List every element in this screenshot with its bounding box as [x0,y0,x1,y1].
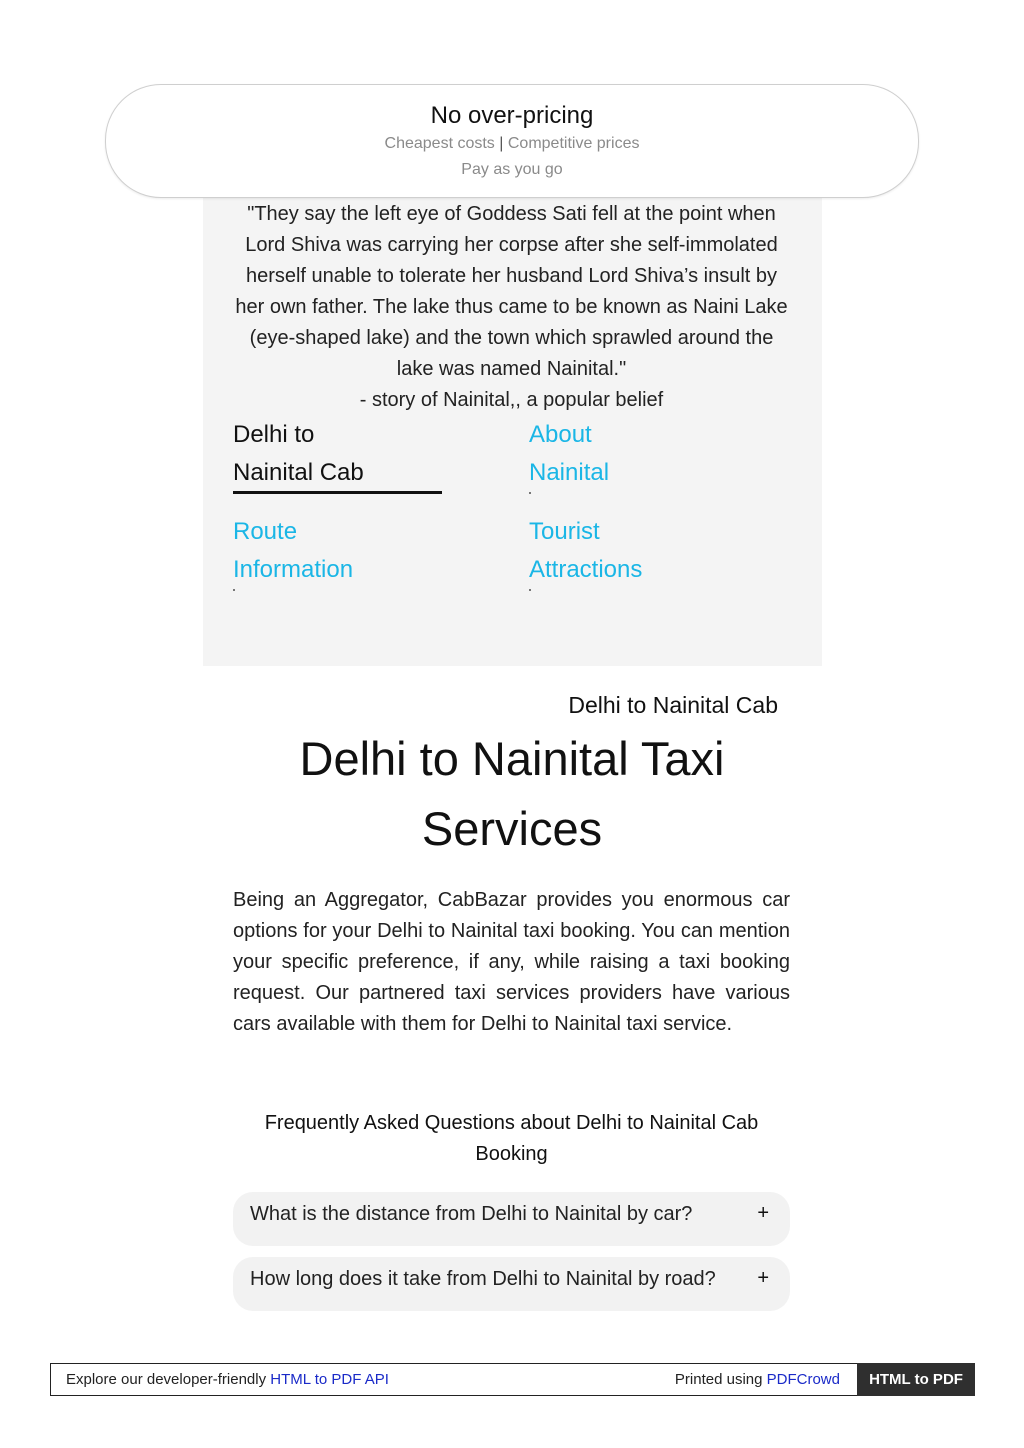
banner-title: No over-pricing [430,102,594,129]
banner-line-2: Pay as you go [461,161,563,178]
pricing-banner [105,84,919,198]
quote-attribution: - story of Nainital,, a popular belief [359,389,664,411]
page-title-line-1: Delhi to Nainital Taxi [299,732,725,785]
faq-heading-line-2: Booking [475,1143,548,1165]
nainital-story-quote [233,199,790,416]
faq-question: How long does it take from Delhi to Nainital by road? [250,1268,716,1290]
banner-separator: | [499,135,504,152]
banner-line-1 [106,131,918,157]
banner-cheapest-costs: Cheapest costs [384,135,495,152]
faq-item-travel-time[interactable] [233,1257,790,1311]
page-title-line-2: Services [421,802,603,855]
tab-label-line-1: About [529,421,592,448]
active-tab-underline [233,491,442,494]
tab-label-line-2: Information [233,556,354,583]
footer-explore-text: Explore our developer-friendly [66,1371,271,1388]
footer-printed-text: Printed using [674,1371,767,1388]
html-to-pdf-api-link[interactable]: HTML to PDF API [270,1371,389,1388]
tab-label-line-1: Delhi to [233,421,315,448]
tab-tourist-attractions[interactable] [529,513,759,589]
tab-label-line-2: Nainital Cab [233,459,364,486]
expand-plus-icon[interactable]: + [757,1267,769,1289]
footer-right [675,1364,840,1395]
tab-label-line-1: Tourist [529,518,600,545]
expand-plus-icon[interactable]: + [757,1202,769,1224]
faq-heading-line-1: Frequently Asked Questions about Delhi to Nainital Cab [264,1112,759,1134]
tab-label-line-1: Route [233,518,298,545]
faq-question: What is the distance from Delhi to Nainital by car? [250,1203,693,1225]
faq-item-distance[interactable] [233,1192,790,1246]
tab-label-line-2: Nainital [529,459,610,486]
banner-competitive-prices: Competitive prices [507,135,640,152]
faq-heading [233,1108,790,1170]
description-paragraph: Being an Aggregator, CabBazar provides you enormous car options for your Delhi to Nainital taxi booking. You can mention your specific preference, if any, while raising a taxi booking request. Our partnered taxi services providers have various cars available with them for Delhi to Nainital taxi service. [233,889,790,1035]
footer-left [66,1364,389,1395]
page-title [260,724,764,864]
tab-marker [529,589,531,591]
tab-route-information[interactable] [233,513,463,589]
tab-marker [233,589,235,591]
tab-delhi-to-nainital-cab[interactable] [233,416,463,492]
tab-about-nainital[interactable] [529,416,759,492]
section-subheading: Delhi to Nainital Cab [568,692,778,718]
quote-text: "They say the left eye of Goddess Sati fell at the point when Lord Shiva was carrying her corpse after she self-immolated herself unable to tolerate her husband Lord Shiva’s insult by her own father. The lake thus came to be known as Naini Lake (eye-shaped lake) and the town which sprawled around the lake was named Nainital." [235,203,788,380]
tab-label-line-2: Attractions [529,556,643,583]
pdfcrowd-footer [50,1363,975,1396]
tab-marker [529,492,531,494]
html-to-pdf-button[interactable]: HTML to PDF [857,1363,975,1396]
pdfcrowd-link[interactable]: PDFCrowd [766,1371,840,1388]
